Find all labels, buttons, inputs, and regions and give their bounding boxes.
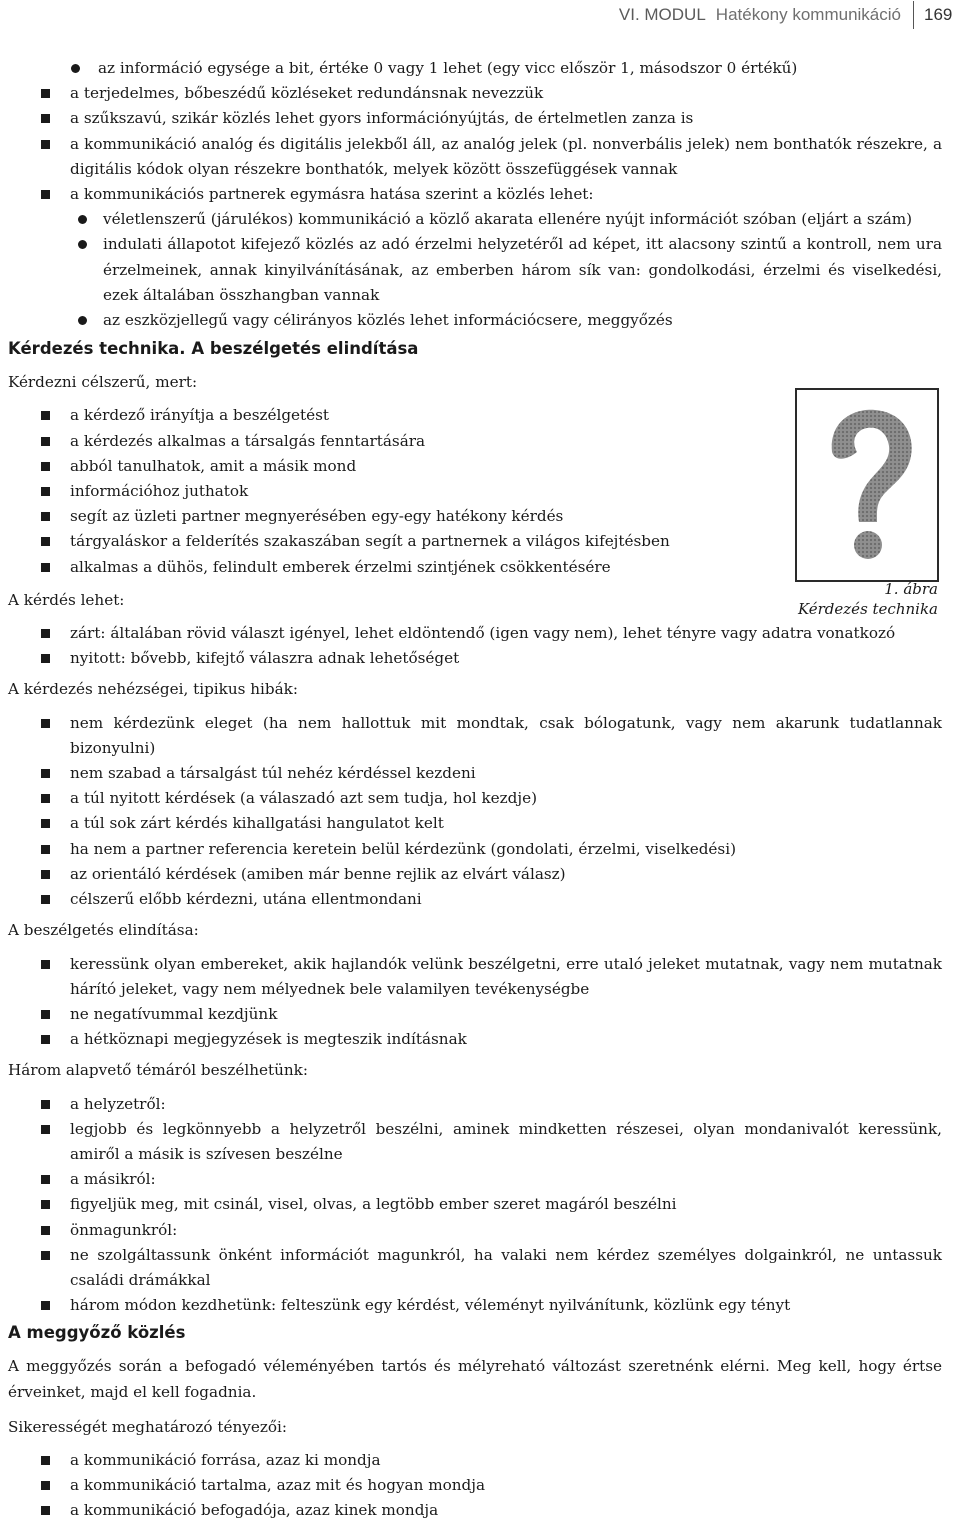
list-item xyxy=(8,1498,942,1523)
list-item xyxy=(8,887,942,912)
bullet-square-icon xyxy=(41,1481,50,1490)
list-item xyxy=(8,1293,942,1318)
bullet-dot-icon xyxy=(78,215,87,224)
list-item xyxy=(8,1192,942,1217)
bullet-square-icon xyxy=(41,462,50,471)
intro-list xyxy=(8,56,942,333)
bullet-square-icon xyxy=(41,411,50,420)
bullet-dot-icon xyxy=(78,316,87,325)
list-item-text: a túl sok zárt kérdés kihallgatási hangulatot kelt xyxy=(70,814,444,833)
list-item xyxy=(8,232,942,308)
list-item xyxy=(8,1092,942,1117)
list-item-text: a túl nyitott kérdések (a válaszadó azt sem tudja, hol kezdje) xyxy=(70,789,537,808)
list-item xyxy=(8,1473,942,1498)
list-item xyxy=(8,1243,942,1293)
list-item xyxy=(8,308,942,333)
list-item xyxy=(8,1027,942,1052)
bullet-square-icon xyxy=(41,1226,50,1235)
section-heading: Kérdezés technika. A beszélgetés elindítása xyxy=(8,339,419,359)
bullet-square-icon xyxy=(41,654,50,663)
bullet-square-icon xyxy=(41,537,50,546)
paragraph: A meggyőzés során a befogadó véleményében tartós és mélyreható változást szeretnénk elérni. Meg kell, hogy értse érveinket, majd el kell fogadnia. xyxy=(8,1357,942,1401)
question-mark-icon xyxy=(797,390,937,580)
list-item-text: keressünk olyan embereket, akik hajlandók velünk beszélgetni, erre utaló jeleket mutatnak, vagy nem mutatnak hárító jeleket, vagy nem mélyednek bele valamilyen tevékenységbe xyxy=(70,954,942,998)
bullet-square-icon xyxy=(41,629,50,638)
figure-question-mark xyxy=(795,388,939,582)
list-item xyxy=(8,862,942,887)
bullet-square-icon xyxy=(41,512,50,521)
list-item xyxy=(8,786,942,811)
bullet-square-icon xyxy=(41,960,50,969)
figure-caption-number: 1. ábra xyxy=(884,580,938,598)
list-item xyxy=(8,555,840,580)
bullet-square-icon xyxy=(41,140,50,149)
list-item xyxy=(8,429,840,454)
figure-caption-title: Kérdezés technika xyxy=(797,600,938,618)
paragraph: Három alapvető témáról beszélhetünk: xyxy=(8,1061,309,1080)
module-subtitle: Hatékony kommunikáció xyxy=(715,5,901,24)
bullet-square-icon xyxy=(41,845,50,854)
header-divider xyxy=(913,1,914,29)
bullet-square-icon xyxy=(41,1301,50,1310)
list-item-text: a hétköznapi megjegyzések is megteszik indításnak xyxy=(70,1030,467,1049)
bullet-square-icon xyxy=(41,1100,50,1109)
list-item xyxy=(8,403,840,428)
bullet-square-icon xyxy=(41,1010,50,1019)
section-heading: A meggyőző közlés xyxy=(8,1323,186,1343)
list-item xyxy=(8,504,840,529)
list-item xyxy=(8,454,840,479)
list-item xyxy=(8,1002,942,1027)
bullet-square-icon xyxy=(41,114,50,123)
list-item-text: ne negatívummal kezdjünk xyxy=(70,1004,278,1023)
list-item xyxy=(8,81,942,106)
list-item-text: az eszközjellegű vagy célirányos közlés lehet információcsere, meggyőzés xyxy=(103,311,673,330)
list-item-text: figyeljük meg, mit csinál, visel, olvas, a legtöbb ember szeret magáról beszélni xyxy=(70,1195,677,1214)
list-item xyxy=(8,711,942,761)
bullet-square-icon xyxy=(41,1456,50,1465)
list-item-text: információhoz juthatok xyxy=(70,482,249,501)
list-item-text: a helyzetről: xyxy=(70,1094,166,1113)
main-content xyxy=(8,56,942,1524)
list-item xyxy=(8,1167,942,1192)
list-item-text: a kommunikáció tartalma, azaz mit és hogyan mondja xyxy=(70,1476,486,1495)
list-item-text: alkalmas a dühös, felindult emberek érzelmi szintjének csökkentésére xyxy=(70,557,611,576)
bullet-square-icon xyxy=(41,1125,50,1134)
list-item xyxy=(8,621,942,646)
list-item xyxy=(8,811,942,836)
list-item-text: segít az üzleti partner megnyerésében egy-egy hatékony kérdés xyxy=(70,507,564,526)
list-item xyxy=(8,106,942,131)
list-item xyxy=(8,952,942,1002)
bullet-square-icon xyxy=(41,1035,50,1044)
list-item xyxy=(8,1117,942,1167)
list-item-text: nem szabad a társalgást túl nehéz kérdéssel kezdeni xyxy=(70,764,476,783)
bullet-square-icon xyxy=(41,1506,50,1515)
bullet-square-icon xyxy=(41,437,50,446)
list-item-text: három módon kezdhetünk: felteszünk egy kérdést, véleményt nyilvánítunk, közlünk egy tényt xyxy=(70,1296,791,1315)
list-item-text: a kommunikációs partnerek egymásra hatása szerint a közlés lehet: xyxy=(70,185,594,204)
list-item-text: nem kérdezünk eleget (ha nem hallottuk mit mondtak, csak bólogatunk, vagy nem akarunk tudatlannak bizonyulni) xyxy=(70,713,942,757)
bullet-dot-icon xyxy=(78,240,87,249)
list-item-text: ha nem a partner referencia keretein belül kérdezünk (gondolati, érzelmi, viselkedési) xyxy=(70,839,736,858)
paragraph: A beszélgetés elindítása: xyxy=(8,921,199,940)
list-item xyxy=(8,56,942,81)
list-item-text: a kommunikáció forrása, azaz ki mondja xyxy=(70,1450,381,1469)
list-item-text: tárgyaláskor a felderítés szakaszában segít a partnernek a világos kifejtésben xyxy=(70,532,670,551)
list-item-text: indulati állapotot kifejező közlés az adó érzelmi helyzetéről ad képet, itt alacsony szintű a kontroll, nem ura érzelmeinek, annak kinyilvánításának, az emberben három sík van: gondolkodási, érzelmi és viselkedési, ezek általában összhangban vannak xyxy=(103,235,942,304)
list-item-text: legjobb és legkönnyebb a helyzetről beszélni, aminek mindketten részesei, olyan mondanivalót keressünk, amiről a másik is szívesen beszélne xyxy=(70,1119,942,1163)
paragraph: A kérdezés nehézségei, tipikus hibák: xyxy=(8,680,298,699)
bullet-square-icon xyxy=(41,190,50,199)
list-item-text: a kommunikáció befogadója, azaz kinek mondja xyxy=(70,1501,439,1520)
list-item xyxy=(8,182,942,207)
list-item xyxy=(8,479,840,504)
bullet-square-icon xyxy=(41,819,50,828)
bullet-square-icon xyxy=(41,794,50,803)
list-item xyxy=(8,529,840,554)
bullet-square-icon xyxy=(41,769,50,778)
list-item-text: a terjedelmes, bőbeszédű közléseket redundánsnak nevezzük xyxy=(70,84,544,103)
bullet-square-icon xyxy=(41,487,50,496)
paragraph: Sikerességét meghatározó tényezői: xyxy=(8,1417,287,1436)
bullet-square-icon xyxy=(41,1200,50,1209)
page-number: 169 xyxy=(924,5,953,24)
list-item-text: célszerű előbb kérdezni, utána ellentmondani xyxy=(70,890,422,909)
bullet-square-icon xyxy=(41,89,50,98)
list-item-text: a szűkszavú, szikár közlés lehet gyors információnyújtás, de értelmetlen zanza is xyxy=(70,109,694,128)
bullet-square-icon xyxy=(41,719,50,728)
paragraph: A kérdés lehet: xyxy=(8,590,125,609)
list-item-text: a kérdezés alkalmas a társalgás fenntartására xyxy=(70,431,426,450)
paragraph: Kérdezni célszerű, mert: xyxy=(8,373,198,392)
list-item xyxy=(8,837,942,862)
list-item-text: nyitott: bővebb, kifejtő válaszra adnak lehetőséget xyxy=(70,649,460,668)
list-item-text: a kérdező irányítja a beszélgetést xyxy=(70,406,330,425)
list-item-text: zárt: általában rövid választ igényel, lehet eldöntendő (igen vagy nem), lehet tényre vagy adatra vonatkozó xyxy=(70,624,896,643)
list-item-text: a másikról: xyxy=(70,1170,156,1189)
list-item-text: az orientáló kérdések (amiben már benne rejlik az elvárt válasz) xyxy=(70,864,566,883)
bullet-square-icon xyxy=(41,1175,50,1184)
module-label: VI. MODUL xyxy=(618,5,706,24)
list-item-text: önmagunkról: xyxy=(70,1220,178,1239)
list-item xyxy=(8,207,942,232)
bullet-square-icon xyxy=(41,870,50,879)
list-item xyxy=(8,761,942,786)
list-item-text: ne szolgáltassunk önként információt magunkról, ha valaki nem kérdez személyes dolgainkról, ne untassuk családi drámákkal xyxy=(70,1245,942,1289)
bullet-dot-icon xyxy=(71,64,80,73)
list-item xyxy=(8,646,942,671)
bullet-square-icon xyxy=(41,895,50,904)
bullet-square-icon xyxy=(41,1251,50,1260)
list-item-text: abból tanulhatok, amit a másik mond xyxy=(70,456,357,475)
list-item xyxy=(8,132,942,182)
list-item-text: véletlenszerű (járulékos) kommunikáció a közlő akarata ellenére nyújt információt szóban (eljárt a szám) xyxy=(103,210,913,229)
bullet-square-icon xyxy=(41,563,50,572)
list-item xyxy=(8,1448,942,1473)
list-item-text: a kommunikáció analóg és digitális jelekből áll, az analóg jelek (pl. nonverbális jelek) nem bonthatók részekre, a digitális kódok olyan részekre bonthatók, melyek között összefüggések vannak xyxy=(70,134,942,178)
list-item-text: az információ egysége a bit, értéke 0 vagy 1 lehet (egy vicc először 1, másodszor 0 értékű) xyxy=(98,59,798,77)
list-item xyxy=(8,1218,942,1243)
running-header xyxy=(619,0,960,30)
